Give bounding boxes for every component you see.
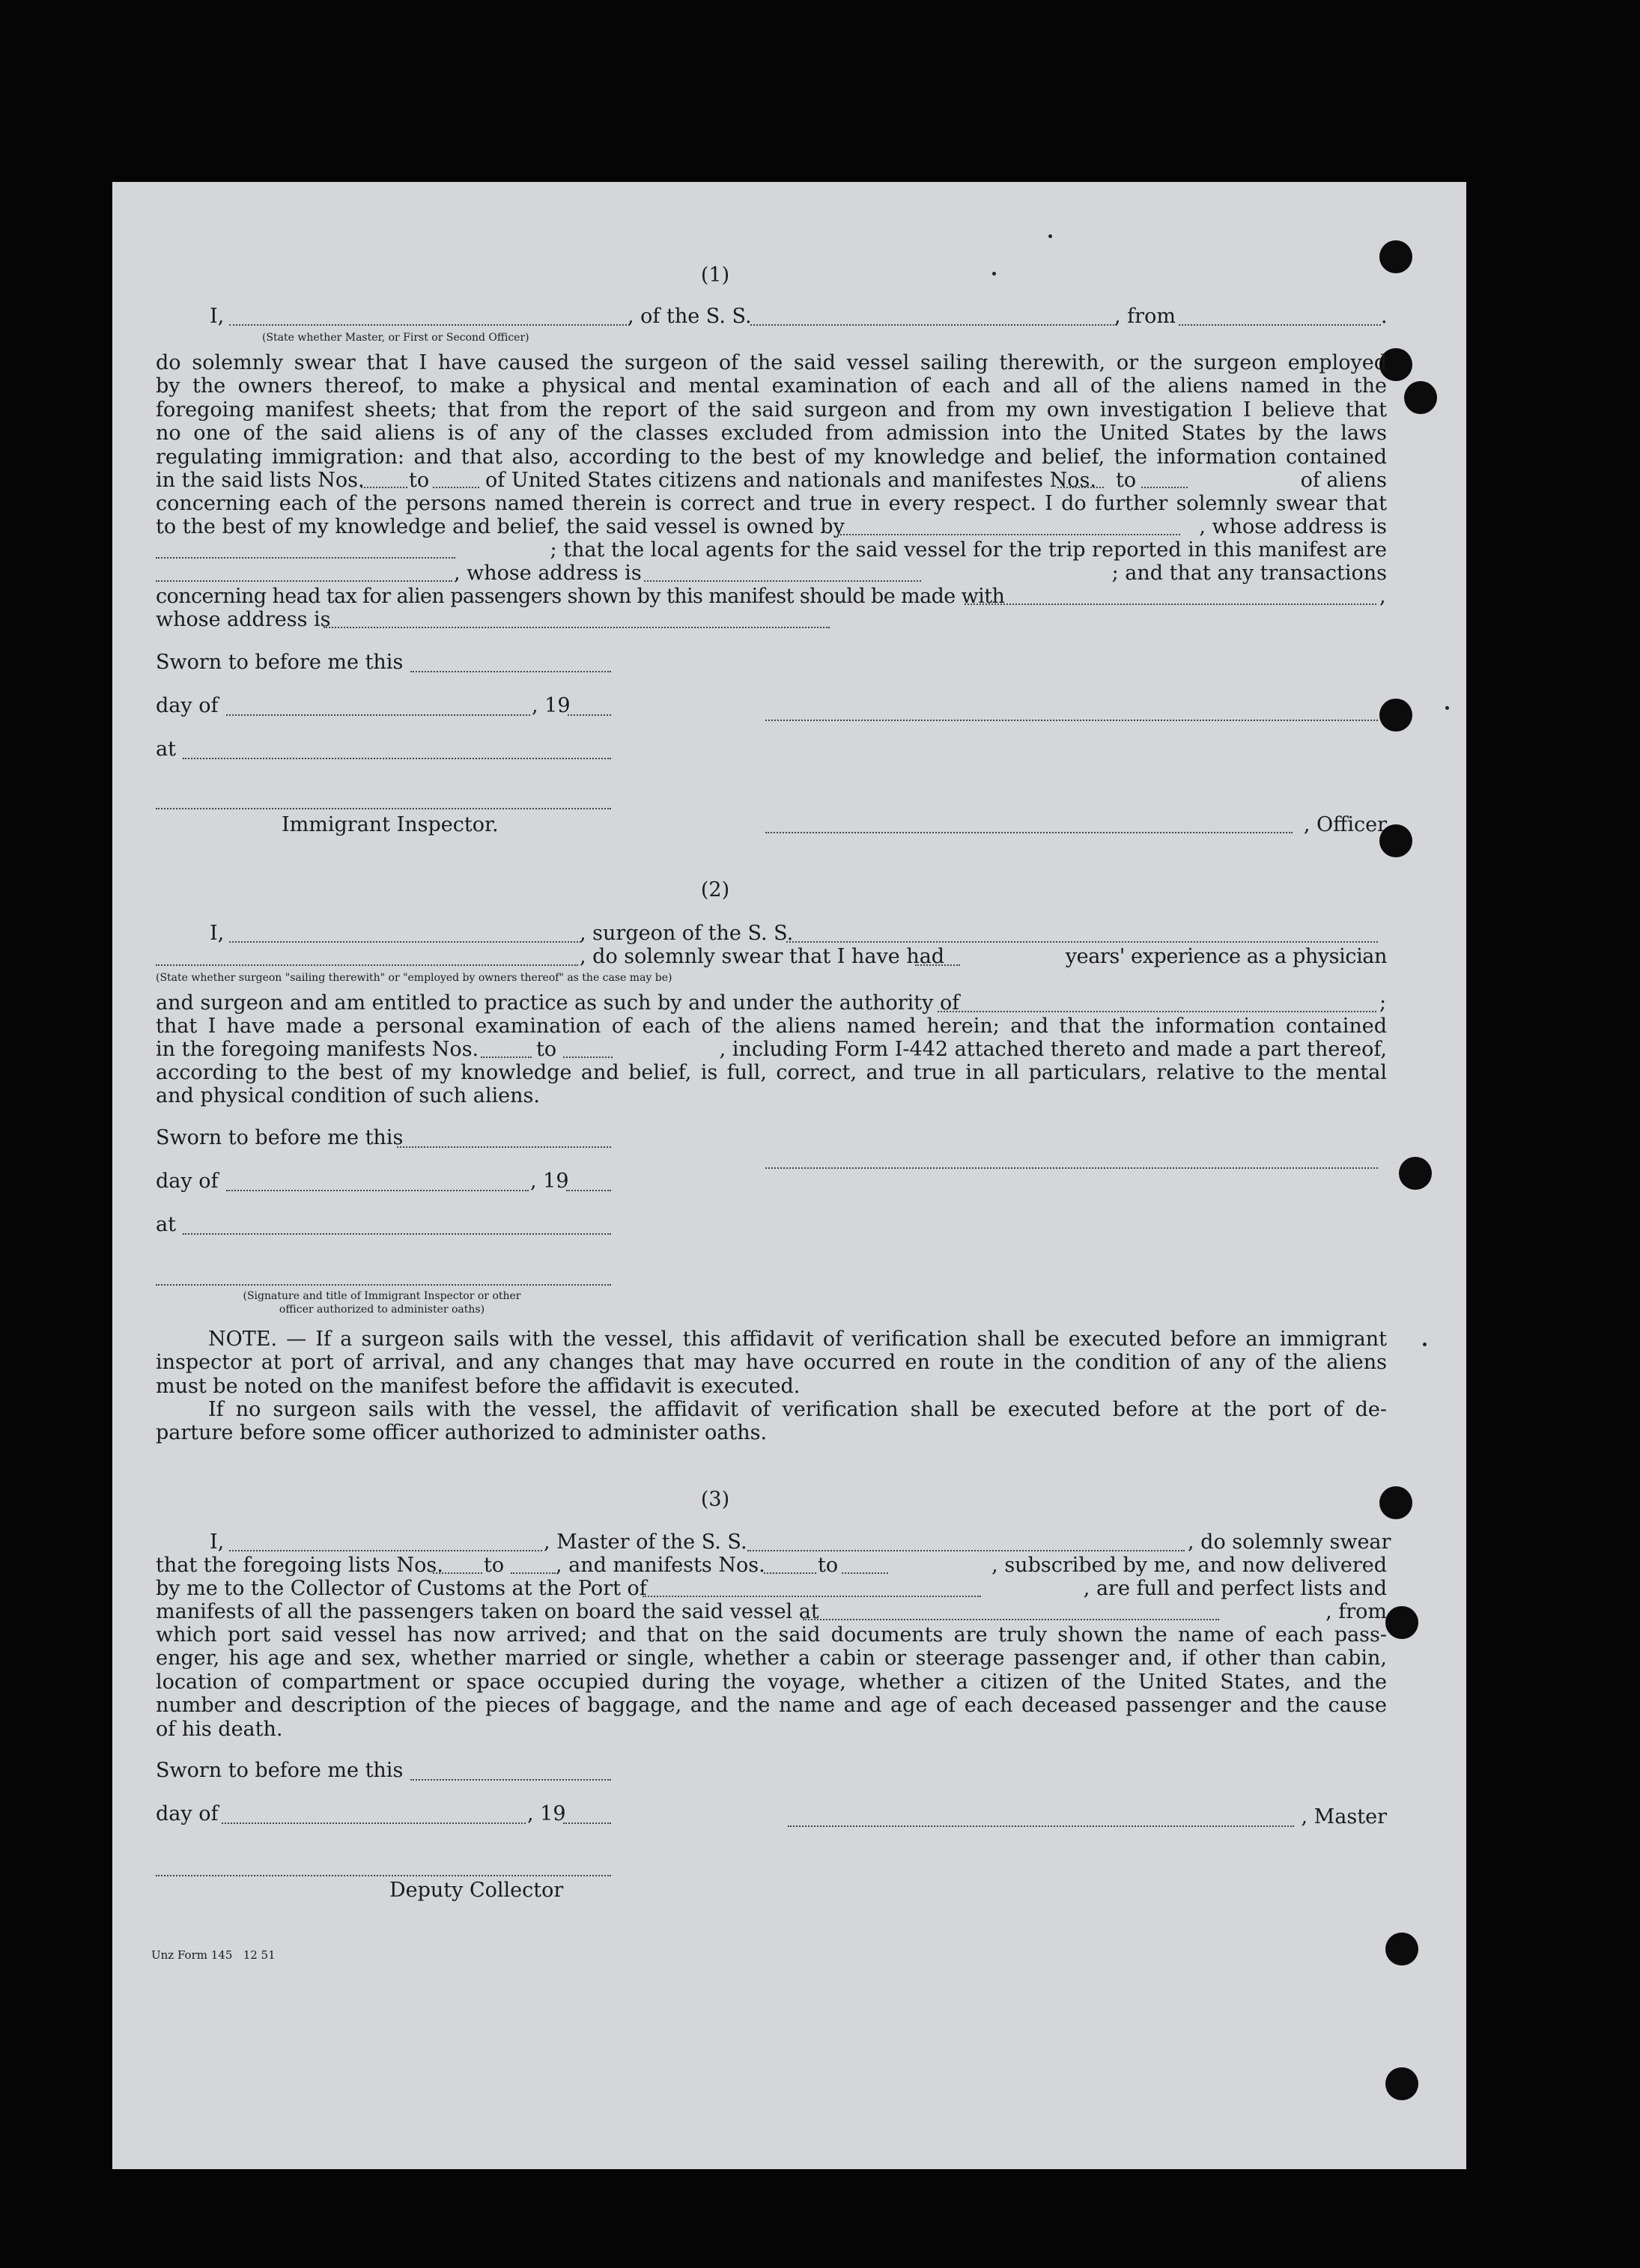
blank-sec2-day-month — [226, 1190, 529, 1191]
sec3-deputy-collector: Deputy Collector — [389, 1879, 564, 1902]
sec2-sworn-label: Sworn to before me this — [156, 1126, 404, 1149]
blank-sec3-sworn-date — [410, 1779, 611, 1781]
punch-hole — [1399, 1157, 1432, 1190]
sec3-swear-label: , do solemnly swear — [1188, 1530, 1391, 1554]
blank-surgeon-name — [229, 941, 581, 943]
sec1-line1-i: I, — [210, 305, 225, 328]
sec1-lists-to: to — [409, 469, 430, 492]
sec2-signature-caption: (Signature and title of Immigrant Inspector or other — [243, 1290, 521, 1302]
blank-years — [915, 964, 960, 966]
sec1-immigrant-inspector: Immigrant Inspector. — [282, 813, 499, 836]
sec2-line7: and physical condition of such aliens. — [156, 1084, 540, 1107]
sec3-taken-on-board-label: manifests of all the passengers taken on board the said vessel at — [156, 1600, 819, 1623]
sec3-line1-i: I, — [210, 1530, 225, 1554]
sec1-oath-line: no one of the said aliens is of any of the classes excluded from admission into the United States by the laws — [156, 422, 1387, 446]
blank-authority — [938, 1011, 1376, 1012]
sec3-oath-line: number and description of the pieces of baggage, and the name and age of each deceased passenger and the cause — [156, 1694, 1387, 1718]
blank-agents — [156, 580, 452, 582]
from-port-dots — [1179, 324, 1381, 326]
sec2-surgeon-of-label: , surgeon of the S. S. — [580, 922, 794, 945]
sec1-oath-line: by the owners thereof, to make a physical and mental examination of each and all of the aliens named in the — [156, 374, 1387, 398]
blank-sec2-place — [183, 1233, 611, 1235]
section-1-number: (1) — [700, 264, 730, 287]
sec1-line1-period: . — [1381, 305, 1388, 328]
sec2-oath-line: according to the best of my knowledge and belief, is full, correct, and true in all particulars, relative to the mental — [156, 1061, 1387, 1084]
blank-sec2-officer-signature — [156, 1284, 611, 1286]
punch-hole — [1379, 1486, 1412, 1519]
blank-sec3-lists-from — [433, 1572, 482, 1574]
blank-owner — [837, 534, 1180, 535]
sec3-collector-label: by me to the Collector of Customs at the Port of — [156, 1577, 647, 1600]
sec1-head-tax-label: concerning head tax for alien passengers shown by this manifest should be made with — [156, 585, 1005, 608]
sec2-to: to — [536, 1038, 557, 1061]
blank-surgeon-signature — [765, 1167, 1378, 1169]
blank-sec3-year — [563, 1822, 611, 1824]
blank-head-tax-party — [965, 604, 1376, 605]
paper-speck — [992, 272, 996, 276]
section-3-number: (3) — [700, 1488, 730, 1511]
blank-sec2-year — [566, 1190, 611, 1191]
sec1-sworn-label: Sworn to before me this — [156, 651, 404, 674]
sec3-master-of-label: , Master of the S. S. — [544, 1530, 747, 1554]
sec1-oath-line: concerning each of the persons named therein is correct and true in every respect. I do further solemnly swear that — [156, 492, 1387, 515]
sec3-manifests-label: , and manifests Nos. — [556, 1554, 765, 1577]
blank-sec3-day-month — [222, 1822, 526, 1824]
sec3-lists-label: that the foregoing lists Nos. — [156, 1554, 443, 1577]
sec1-agents-label: ; that the local agents for the said vessel for the trip reported in this manifest are — [550, 538, 1387, 562]
blank-surgeon-status — [156, 964, 578, 966]
blank-master-name — [229, 1550, 542, 1551]
sec1-officer-caption: (State whether Master, or First or Second Officer) — [262, 332, 529, 344]
blank-vessel-name — [750, 324, 1117, 326]
sec1-year-label: , 19 — [532, 694, 571, 717]
blank-sworn-date — [410, 671, 611, 672]
punch-hole — [1385, 2067, 1418, 2100]
sec3-manifests-to: to — [818, 1554, 839, 1577]
sec1-line7 — [156, 492, 1387, 515]
sec1-owner-address-label: , whose address is — [1199, 515, 1387, 538]
note-line-5: parture before some officer authorized to administer oaths. — [156, 1421, 768, 1444]
sec1-agents-address-label: , whose address is — [454, 562, 642, 585]
sec1-oath-paragraph — [156, 351, 1387, 469]
sec1-lists-label: in the said lists Nos. — [156, 469, 365, 492]
blank-sec3-lists-to — [511, 1572, 556, 1574]
punch-hole — [1379, 699, 1412, 732]
blank-agents-address — [644, 580, 921, 582]
sec2-signature-caption-2: officer authorized to administer oaths) — [279, 1304, 485, 1316]
paper-speck — [1445, 706, 1449, 710]
note-paragraph-2 — [156, 1398, 1387, 1421]
blank-day-month — [226, 714, 530, 716]
sec1-oath-line: do solemnly swear that I have caused the surgeon of the said vessel sailing therewith, or the surgeon employed — [156, 351, 1387, 374]
sec2-manifests-label: in the foregoing manifests Nos. — [156, 1038, 479, 1061]
sec2-oath-line: that I have made a personal examination of each of the aliens named herein; and that the information contained — [156, 1015, 1387, 1038]
section-2-number: (2) — [700, 878, 730, 902]
sec1-owned-by-label: to the best of my knowledge and belief, the said vessel is owned by — [156, 515, 845, 538]
sec1-comma: , — [1379, 585, 1386, 608]
blank-owner-address — [156, 557, 455, 559]
blank-year — [568, 714, 611, 716]
note-line: NOTE. — If a surgeon sails with the vessel, this affidavit of verification shall be executed before an immigrant — [208, 1328, 1387, 1351]
blank-place — [183, 758, 611, 759]
sec2-years-label: years' experience as a physician — [1065, 945, 1387, 968]
blank-manifests-from — [1057, 487, 1104, 488]
sec3-day-of-label: day of — [156, 1802, 219, 1825]
blank-lists-to — [433, 487, 479, 488]
punch-hole — [1385, 1606, 1418, 1639]
manifest-form-page — [112, 182, 1466, 2169]
paper-speck — [1423, 1343, 1427, 1346]
sec2-year-label: , 19 — [530, 1170, 569, 1193]
sec1-of-aliens: of aliens — [1300, 469, 1387, 492]
sec3-full-lists-label: , are full and perfect lists and — [1083, 1577, 1387, 1600]
blank-sec3-manifests-to — [842, 1572, 888, 1574]
sec1-whose-address-label: whose address is — [156, 608, 331, 631]
punch-hole — [1385, 1933, 1418, 1966]
sec3-oath-line: location of compartment or space occupied during the voyage, whether a citizen of the United States, and the — [156, 1670, 1387, 1694]
punch-hole — [1379, 240, 1412, 273]
note-line: inspector at port of arrival, and any changes that may have occurred en route in the condition of any of the aliens — [156, 1351, 1387, 1375]
sec2-semicolon: ; — [1379, 991, 1387, 1015]
note-paragraph — [156, 1328, 1387, 1375]
sec1-day-of-label: day of — [156, 694, 219, 717]
blank-officer-signature — [765, 720, 1378, 721]
blank-manifests-to — [1141, 487, 1188, 488]
blank-embarkation-port — [803, 1619, 1219, 1620]
blank-sec3-manifests-from — [764, 1572, 816, 1574]
sec3-line9: of his death. — [156, 1718, 283, 1741]
sec1-oath-line: regulating immigration: and that also, according to the best of my knowledge and belief, the information contained — [156, 445, 1387, 469]
sec2-line1-i: I, — [210, 922, 225, 945]
blank-master-signature — [788, 1825, 1294, 1827]
blank-surgeon-vessel — [786, 941, 1378, 943]
sec1-manifests-label: of United States citizens and nationals and manifestes Nos. — [485, 469, 1096, 492]
sec3-oath-paragraph — [156, 1623, 1387, 1718]
sec3-master-label: , Master — [1301, 1805, 1387, 1828]
blank-deputy-signature — [156, 1875, 611, 1876]
blank-sec2-sworn-date — [397, 1146, 611, 1148]
sec1-officer-label: , Officer — [1303, 813, 1387, 836]
note-line-3: must be noted on the manifest before the affidavit is executed. — [156, 1375, 801, 1398]
sec1-oath-line: foregoing manifest sheets; that from the report of the said surgeon and from my own investigation I believe that — [156, 398, 1387, 422]
sec3-oath-line: which port said vessel has now arrived; and that on the said documents are truly shown the name of each pass- — [156, 1623, 1387, 1647]
sec1-line1-from-label: , from — [1114, 305, 1176, 328]
punch-hole — [1404, 381, 1437, 414]
blank-port-of-arrival — [643, 1596, 981, 1597]
sec1-at-label: at — [156, 738, 176, 761]
note-line: If no surgeon sails with the vessel, the affidavit of verification shall be executed before at the port of de- — [208, 1398, 1387, 1421]
sec2-authority-label: and surgeon and am entitled to practice as such by and under the authority of — [156, 991, 960, 1015]
sec2-day-of-label: day of — [156, 1170, 219, 1193]
sec3-sworn-label: Sworn to before me this — [156, 1759, 404, 1782]
form-number-footer: Unz Form 145 12 51 — [151, 1948, 276, 1962]
sec3-year-label: , 19 — [527, 1802, 566, 1825]
sec1-line1-vessel-label: , of the S. S. — [628, 305, 752, 328]
sec2-line4 — [156, 1015, 1387, 1038]
paper-speck — [1048, 234, 1052, 238]
sec2-line6 — [156, 1061, 1387, 1084]
blank-sec2-manifests-from — [481, 1057, 532, 1058]
sec2-swear-label: , do solemnly swear that I have had — [580, 945, 945, 968]
blank-officer-title — [765, 832, 1293, 833]
sec3-oath-line: enger, his age and sex, whether married or single, whether a cabin or steerage passenger and, if other than cabin, — [156, 1647, 1387, 1670]
sec2-at-label: at — [156, 1213, 176, 1236]
blank-lists-from — [361, 487, 407, 488]
sec1-transactions-label: ; and that any transactions — [1111, 562, 1387, 585]
sec3-subscribed-label: , subscribed by me, and now delivered — [991, 1554, 1387, 1577]
sec2-form-label: , including Form I-442 attached thereto and made a part thereof, — [719, 1038, 1387, 1061]
blank-officer-rank — [229, 324, 630, 326]
blank-head-tax-address — [324, 627, 830, 628]
sec3-lists-to: to — [484, 1554, 505, 1577]
sec2-surgeon-caption: (State whether surgeon "sailing therewith" or "employed by owners thereof" as the case may be) — [156, 972, 672, 984]
sec3-from-label: , from — [1325, 1600, 1387, 1623]
blank-sec2-manifests-to — [563, 1057, 613, 1058]
sec1-manifests-to: to — [1116, 469, 1137, 492]
blank-inspector-signature — [156, 808, 611, 809]
blank-sec3-vessel — [747, 1550, 1185, 1551]
